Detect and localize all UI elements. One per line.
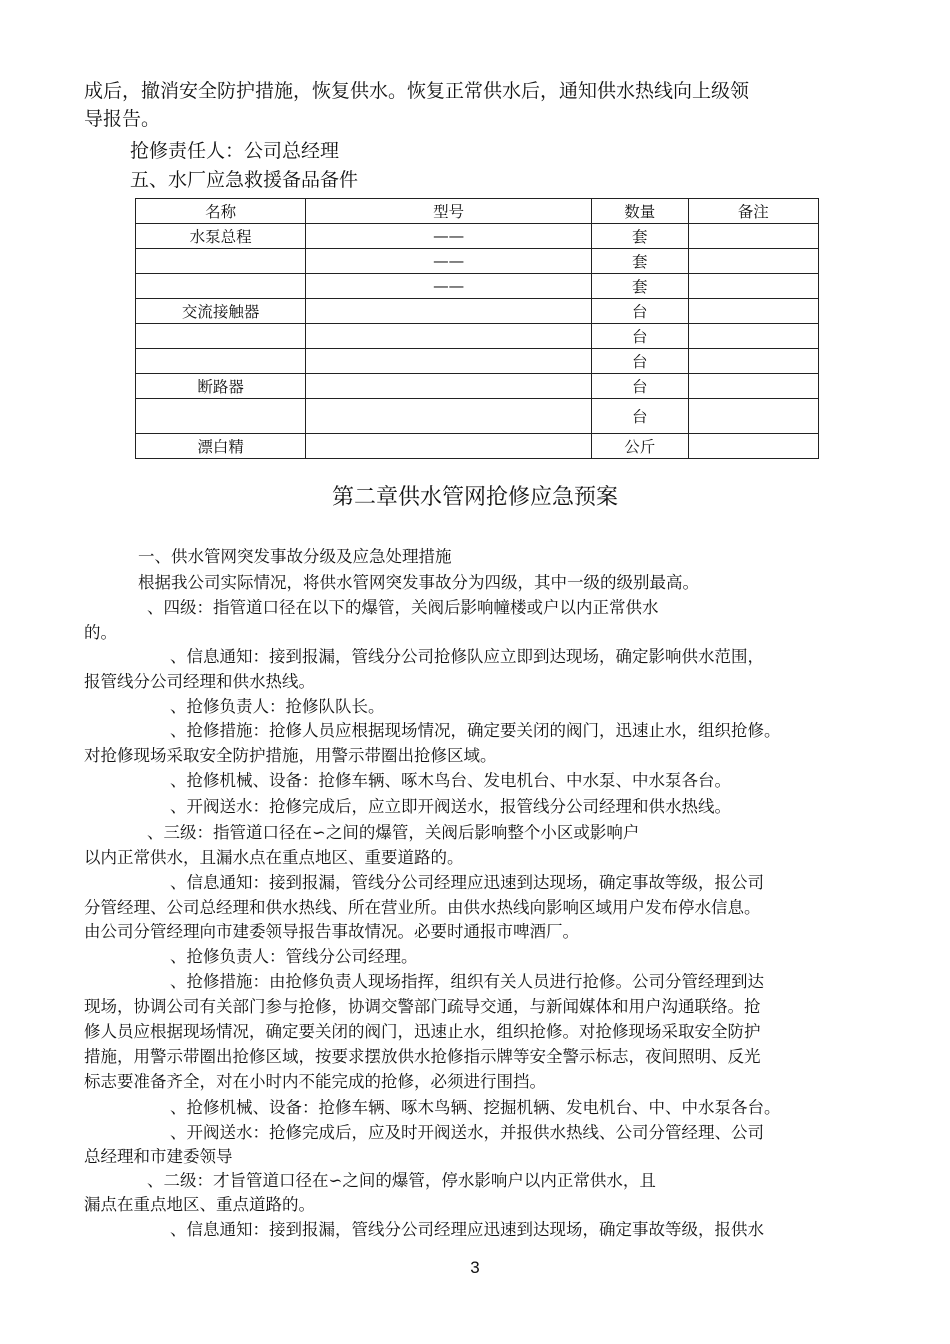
cell-model xyxy=(306,374,592,399)
cell-name xyxy=(136,349,306,374)
body-line: 由公司分管经理向市建委领导报告事故情况。必要时通报市啤酒厂。 xyxy=(84,922,579,941)
cell-quantity: 套 xyxy=(591,274,688,299)
body-line: 对抢修现场采取安全防护措施，用警示带圈出抢修区域。 xyxy=(84,746,497,765)
body-line: 分管经理、公司总经理和供水热线、所在营业所。由供水热线向影响区域用户发布停水信息。 xyxy=(84,898,761,917)
cell-quantity: 台 xyxy=(591,324,688,349)
cell-quantity: 公斤 xyxy=(591,434,688,459)
body-line: 的。 xyxy=(84,623,117,642)
cell-remark xyxy=(688,374,818,399)
body-line: 一、供水管网突发事故分级及应急处理措施 xyxy=(138,547,452,566)
header-name: 名称 xyxy=(136,199,306,224)
cell-name xyxy=(136,324,306,349)
cell-model xyxy=(306,434,592,459)
cell-quantity: 套 xyxy=(591,249,688,274)
body-line: 、信息通知：接到报漏，管线分公司经理应迅速到达现场，确定事故等级，报公司 xyxy=(170,873,764,892)
body-line: 、抢修措施：抢修人员应根据现场情况，确定要关闭的阀门，迅速止水，组织抢修。 xyxy=(170,721,781,740)
cell-model: —— xyxy=(306,249,592,274)
body-line: 总经理和市建委领导 xyxy=(84,1147,233,1166)
header-remark: 备注 xyxy=(688,199,818,224)
cell-model xyxy=(306,399,592,434)
table-header-row xyxy=(136,199,819,224)
cell-quantity: 台 xyxy=(591,349,688,374)
cell-name: 断路器 xyxy=(136,374,306,399)
body-line: 漏点在重点地区、重点道路的。 xyxy=(84,1195,315,1214)
table-row xyxy=(136,434,819,459)
cell-remark xyxy=(688,349,818,374)
header-model: 型号 xyxy=(306,199,592,224)
cell-model xyxy=(306,349,592,374)
body-line: 现场，协调公司有关部门参与抢修，协调交警部门疏导交通，与新闻媒体和用户沟通联络。抢 xyxy=(84,997,761,1016)
cell-model xyxy=(306,299,592,324)
cell-remark xyxy=(688,299,818,324)
table-row xyxy=(136,224,819,249)
intro-line-2: 导报告。 xyxy=(84,108,161,130)
cell-quantity: 台 xyxy=(591,299,688,324)
cell-model xyxy=(306,324,592,349)
body-line: 、抢修机械、设备：抢修车辆、啄木鸟辆、挖掘机辆、发电机台、中、中水泵各台。 xyxy=(170,1098,781,1117)
cell-name: 漂白精 xyxy=(136,434,306,459)
table-row xyxy=(136,399,819,434)
cell-remark xyxy=(688,274,818,299)
cell-name: 交流接触器 xyxy=(136,299,306,324)
body-line: 、抢修负责人：抢修队队长。 xyxy=(170,697,385,716)
body-line: 以内正常供水，且漏水点在重点地区、重要道路的。 xyxy=(84,848,464,867)
cell-remark xyxy=(688,434,818,459)
intro-line-1: 成后，撤消安全防护措施，恢复供水。恢复正常供水后，通知供水热线向上级领 xyxy=(84,80,750,102)
cell-quantity: 台 xyxy=(591,374,688,399)
cell-name xyxy=(136,274,306,299)
body-line: 、信息通知：接到报漏，管线分公司抢修队应立即到达现场，确定影响供水范围， xyxy=(170,647,764,666)
body-line: 、抢修负责人：管线分公司经理。 xyxy=(170,947,418,966)
table-row xyxy=(136,299,819,324)
table-row xyxy=(136,374,819,399)
cell-name xyxy=(136,249,306,274)
spare-parts-table xyxy=(135,198,819,459)
body-line: 、二级：才旨管道口径在∽之间的爆管，停水影响户以内正常供水，且 xyxy=(147,1171,656,1190)
cell-remark xyxy=(688,224,818,249)
body-line: 、开阀送水：抢修完成后，应及时开阀送水，并报供水热线、公司分管经理、公司 xyxy=(170,1123,764,1142)
table-row xyxy=(136,349,819,374)
body-line: 、开阀送水：抢修完成后，应立即开阀送水，报管线分公司经理和供水热线。 xyxy=(170,797,731,816)
body-line: 修人员应根据现场情况，确定要关闭的阀门，迅速止水，组织抢修。对抢修现场采取安全防护 xyxy=(84,1022,761,1041)
cell-quantity: 套 xyxy=(591,224,688,249)
header-quantity: 数量 xyxy=(591,199,688,224)
cell-remark xyxy=(688,324,818,349)
body-line: 报管线分公司经理和供水热线。 xyxy=(84,672,315,691)
chapter-title: 第二章供水管网抢修应急预案 xyxy=(331,485,618,510)
responsible-person: 抢修责任人：公司总经理 xyxy=(130,140,340,162)
body-line: 根据我公司实际情况，将供水管网突发事故分为四级，其中一级的级别最高。 xyxy=(138,573,699,592)
body-line: 、抢修措施：由抢修负责人现场指挥，组织有关人员进行抢修。公司分管经理到达 xyxy=(170,972,764,991)
cell-model: —— xyxy=(306,224,592,249)
cell-name xyxy=(136,399,306,434)
body-line: 标志要准备齐全，对在小时内不能完成的抢修，必须进行围挡。 xyxy=(84,1072,546,1091)
cell-model: —— xyxy=(306,274,592,299)
body-line: 、抢修机械、设备：抢修车辆、啄木鸟台、发电机台、中水泵、中水泵各台。 xyxy=(170,771,731,790)
table-row xyxy=(136,274,819,299)
table-row xyxy=(136,324,819,349)
body-line: 、四级：指管道口径在以下的爆管，关阀后影响幢楼或户以内正常供水 xyxy=(147,598,659,617)
cell-name: 水泵总程 xyxy=(136,224,306,249)
body-line: 措施，用警示带圈出抢修区域，按要求摆放供水抢修指示牌等安全警示标志，夜间照明、反光 xyxy=(84,1047,761,1066)
cell-quantity: 台 xyxy=(591,399,688,434)
cell-remark xyxy=(688,249,818,274)
table-row xyxy=(136,249,819,274)
cell-remark xyxy=(688,399,818,434)
body-line: 、信息通知：接到报漏，管线分公司经理应迅速到达现场，确定事故等级，报供水 xyxy=(170,1220,764,1239)
body-line: 、三级：指管道口径在∽之间的爆管，关阀后影响整个小区或影响户 xyxy=(147,823,640,842)
page-number: 3 xyxy=(470,1258,480,1277)
section-heading-5: 五、水厂应急救援备品备件 xyxy=(130,169,359,191)
